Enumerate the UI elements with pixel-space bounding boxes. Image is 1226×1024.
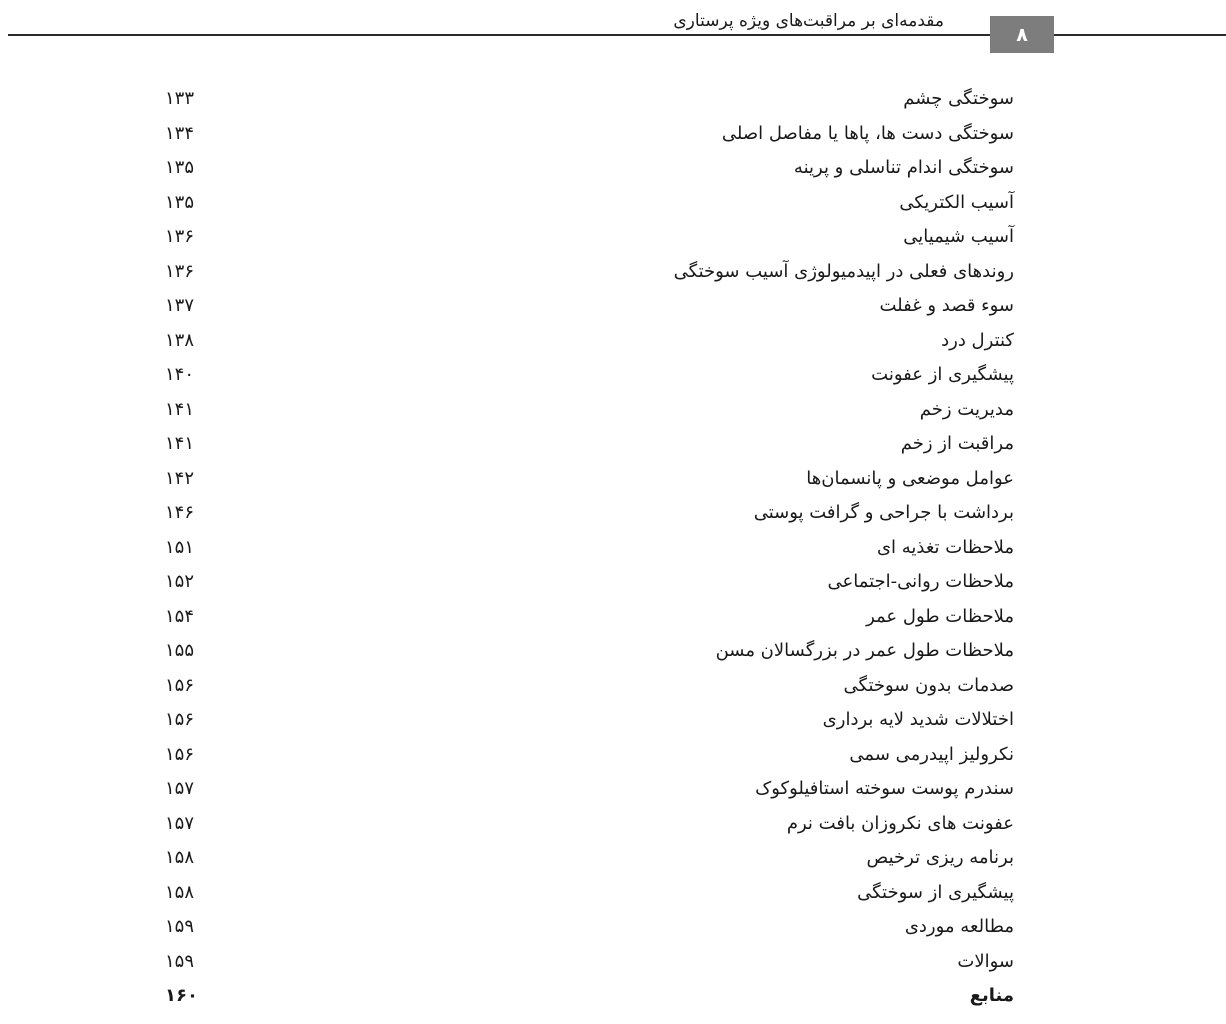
running-header-title: مقدمه‌ای بر مراقبت‌های ویژه پرستاری [673,11,944,31]
toc-entry[interactable] [0,462,1226,497]
toc-entry-title: سوختگی چشم [903,88,1014,109]
toc-entry-page: ۱۵۷ [165,812,195,834]
toc-entry[interactable] [0,531,1226,566]
toc-entry-page: ۱۳۵ [165,157,195,178]
toc-entry-page: ۱۵۶ [165,674,195,696]
toc-entry-title: برداشت با جراحی و گرافت پوستی [753,502,1014,523]
toc-entry-page: ۱۳۸ [165,329,195,351]
toc-entry-title: مراقبت از زخم [900,433,1014,454]
toc-entry-title: سوء قصد و غفلت [879,295,1014,316]
table-of-contents [0,82,1226,1014]
toc-entry-title: ملاحظات طول عمر [866,605,1014,627]
toc-entry-title: مطالعه موردی [904,916,1014,937]
toc-entry-page: ۱۴۶ [165,502,195,523]
toc-entry[interactable] [0,289,1226,324]
toc-entry-title: نکرولیز اپیدرمی سمی [849,743,1014,765]
toc-entry[interactable] [0,255,1226,290]
toc-entry-page: ۱۵۹ [165,916,195,937]
toc-entry-title: ملاحظات روانی-اجتماعی [827,571,1014,592]
toc-entry[interactable] [0,738,1226,773]
toc-entry-page: ۱۳۶ [165,260,195,282]
toc-entry-page: ۱۵۸ [165,847,195,868]
toc-entry-page: ۱۵۸ [165,881,195,903]
toc-entry-title: صدمات بدون سوختگی [843,674,1014,696]
toc-entry[interactable] [0,841,1226,876]
toc-entry-page: ۱۴۱ [165,398,195,420]
toc-entry[interactable] [0,496,1226,531]
toc-entry-title: پیشگیری از عفونت [871,364,1014,385]
toc-entry-page: ۱۵۶ [165,709,195,730]
toc-entry-page: ۱۵۴ [165,605,195,627]
toc-entry-title: منابع [969,985,1014,1006]
toc-entry-page: ۱۳۳ [165,88,195,109]
toc-entry[interactable] [0,634,1226,669]
toc-entry[interactable] [0,117,1226,152]
toc-entry[interactable] [0,151,1226,186]
toc-entry-page: ۱۵۶ [165,743,195,765]
toc-entry-page: ۱۵۵ [165,640,195,661]
toc-entry-title: سوالات [957,950,1014,972]
toc-entry-page: ۱۳۶ [165,226,195,247]
toc-entry[interactable] [0,772,1226,807]
toc-entry-title: عوامل موضعی و پانسمان‌ها [806,467,1014,489]
toc-entry-title: ملاحظات طول عمر در بزرگسالان مسن [715,640,1014,661]
toc-entry[interactable] [0,358,1226,393]
page-number-badge: ۸ [990,16,1054,53]
toc-entry[interactable] [0,220,1226,255]
toc-entry[interactable] [0,82,1226,117]
toc-entry[interactable] [0,600,1226,635]
toc-entry-title: پیشگیری از سوختگی [857,881,1014,903]
toc-entry-page: ۱۵۷ [165,778,195,799]
toc-entry[interactable] [0,186,1226,221]
toc-entry-title: کنترل درد [941,329,1014,351]
toc-entry-page: ۱۳۷ [165,295,195,316]
toc-entry-page: ۱۴۱ [165,433,195,454]
toc-entry-page: ۱۳۴ [165,122,195,144]
toc-entry-page: ۱۳۵ [165,191,195,213]
toc-entry[interactable] [0,565,1226,600]
toc-entry-title: مدیریت زخم [919,398,1014,420]
toc-entry[interactable] [0,910,1226,945]
toc-entry[interactable] [0,427,1226,462]
toc-entry-title: برنامه ریزی ترخیص [866,847,1014,868]
toc-entry-title: سوختگی دست ها، پاها یا مفاصل اصلی [721,122,1014,144]
toc-entry-title: اختلالات شدید لایه برداری [822,709,1014,730]
toc-entry[interactable] [0,807,1226,842]
toc-entry[interactable] [0,393,1226,428]
toc-entry[interactable] [0,876,1226,911]
toc-entry[interactable] [0,669,1226,704]
toc-entry-title: سوختگی اندام تناسلی و پرینه [793,157,1014,178]
toc-entry-title: آسیب الکتریکی [899,191,1014,213]
toc-entry-page: ۱۴۲ [165,467,195,489]
toc-entry[interactable] [0,324,1226,359]
toc-entry-title: آسیب شیمیایی [903,226,1014,247]
toc-entry-title: سندرم پوست سوخته استافیلوکوک [755,778,1014,799]
toc-entry-page: ۱۵۲ [165,571,195,592]
toc-entry-page: ۱۵۹ [165,950,195,972]
toc-entry-title: ملاحظات تغذیه ای [876,536,1014,558]
toc-entry-title: روندهای فعلی در اپیدمیولوژی آسیب سوختگی [673,260,1014,282]
toc-entry-references[interactable] [0,979,1226,1014]
toc-entry[interactable] [0,945,1226,980]
toc-entry-page: ۱۵۱ [165,536,195,558]
toc-entry-title: عفونت های نکروزان بافت نرم [786,812,1014,834]
toc-entry[interactable] [0,703,1226,738]
toc-entry-page: ۱۴۰ [165,364,195,385]
toc-entry-page: ۱۶۰ [165,985,198,1006]
